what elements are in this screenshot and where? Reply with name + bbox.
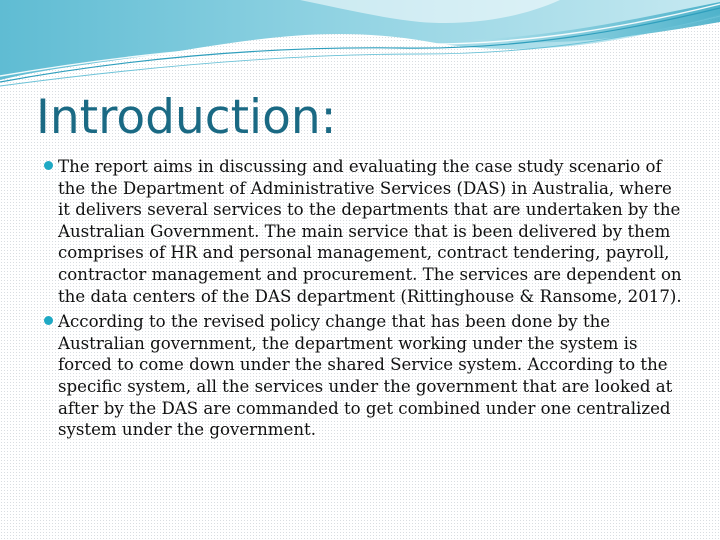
bullet-text: The report aims in discussing and evaluating the case study scenario of the the Department of Administrative Services (DAS) in Australia, where it delivers several services to the departments that are undertaken by the Australian Government. The main service that is been delivered by them comprises of HR and personal management, contract tendering, payroll, contractor management and procurement. The services are dependent on the data centers of the DAS department (Rittinghouse & Ransome, 2017).	[58, 157, 682, 306]
bullet-text: According to the revised policy change that has been done by the Australian government, the department working under the system is forced to come down under the shared Service system. According to the specific system, all the services under the government that are looked at after by the DAS are commanded to get combined under one centralized system under the government.	[58, 312, 673, 440]
header-wave-decoration	[0, 0, 720, 90]
bullet-dot-icon	[44, 316, 53, 325]
bullet-item	[44, 156, 684, 307]
slide-title: Introduction:	[36, 90, 337, 145]
bullet-list	[44, 156, 684, 445]
bullet-item	[44, 311, 684, 441]
bullet-dot-icon	[44, 161, 53, 170]
